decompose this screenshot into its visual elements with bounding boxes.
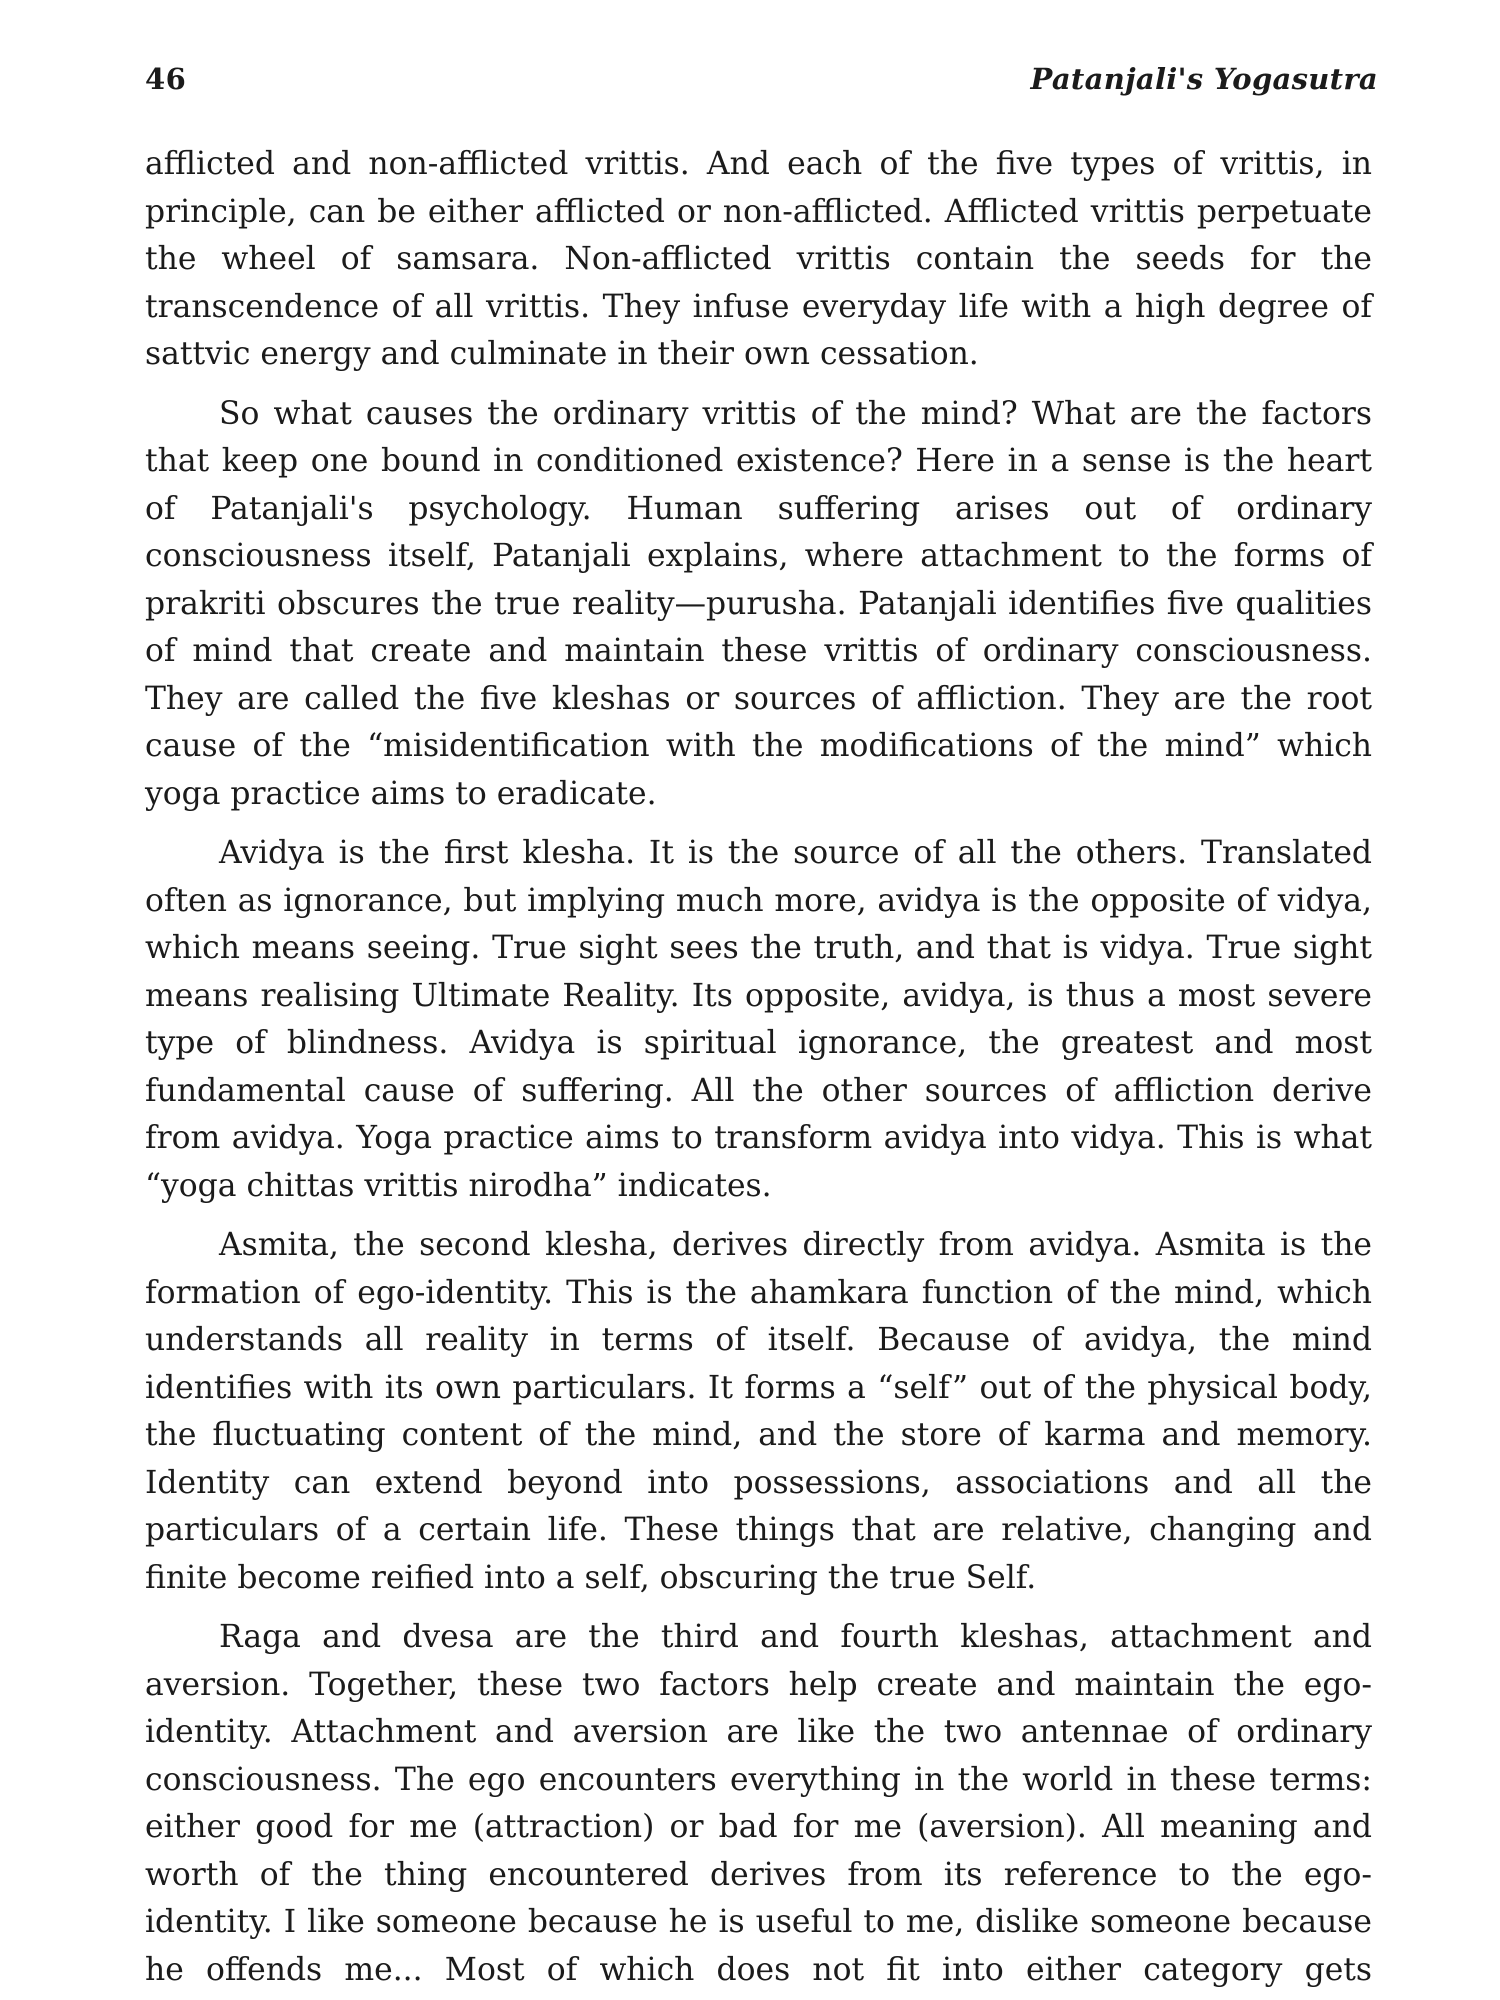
paragraph-avidya: Avidya is the first klesha. It is the source of all the others. Translated often as ignorance, but implying much more, avidya is the opposite of vidya, which means seeing. True sight sees the truth, and that is vidya. True sight means realising Ultimate Reality. Its opposite, avidya, is thus a most severe type of blindness. Avidya is spiritual ignorance, the greatest and most fundamental cause of suffering. All the other sources of affliction derive from avidya. Yoga practice aims to transform avidya into vidya. This is what “yoga chittas vrittis nirodha” indicates. [145, 835, 1372, 1204]
paragraph-asmita: Asmita, the second klesha, derives directly from avidya. Asmita is the formation of ego-identity. This is the ahamkara function of the mind, which understands all reality in terms of itself. Because of avidya, the mind identifies with its own particulars. It forms a “self” out of the physical body, the fluctuating content of the mind, and the store of karma and memory. Identity can extend beyond into possessions, associations and all the particulars of a certain life. These things that are relative, changing and finite become reified into a self, obscuring the true Self. [145, 1227, 1372, 1596]
running-head [145, 62, 1378, 102]
paragraph-afflicted-vrittis: afflicted and non-afflicted vrittis. And each of the five types of vrittis, in principle, can be either afflicted or non-afflicted. Afflicted vrittis perpetuate the wheel of samsara. Non-afflicted vrittis contain the seeds for the transcendence of all vrittis. They infuse everyday life with a high degree of sattvic energy and culminate in their own cessation. [145, 146, 1372, 372]
running-title: Patanjali's Yogasutra [1030, 62, 1378, 96]
body-text [145, 141, 1372, 1994]
paragraph-kleshas-intro: So what causes the ordinary vrittis of the mind? What are the factors that keep one bound in conditioned existence? Here in a sense is the heart of Patanjali's psychology. Human suffering arises out of ordinary consciousness itself, Patanjali explains, where attachment to the forms of prakriti obscures the true reality—purusha. Patanjali identifies five qualities of mind that create and maintain these vrittis of ordinary consciousness. They are called the five kleshas or sources of affliction. They are the root cause of the “misidentification with the modifications of the mind” which yoga practice aims to eradicate. [145, 395, 1372, 812]
page-number: 46 [145, 62, 187, 96]
paragraph-raga-dvesa: Raga and dvesa are the third and fourth kleshas, attachment and aversion. Together, these two factors help create and maintain the ego-identity. Attachment and aversion are like the two antennae of ordinary consciousness. The ego encounters everything in the world in these terms: either good for me (attraction) or bad for me (aversion). All meaning and worth of the thing encountered derives from its reference to the ego-identity. I like someone because he is useful to me, dislike someone because he offends me... Most of which does not fit into either category gets [145, 1619, 1372, 1988]
